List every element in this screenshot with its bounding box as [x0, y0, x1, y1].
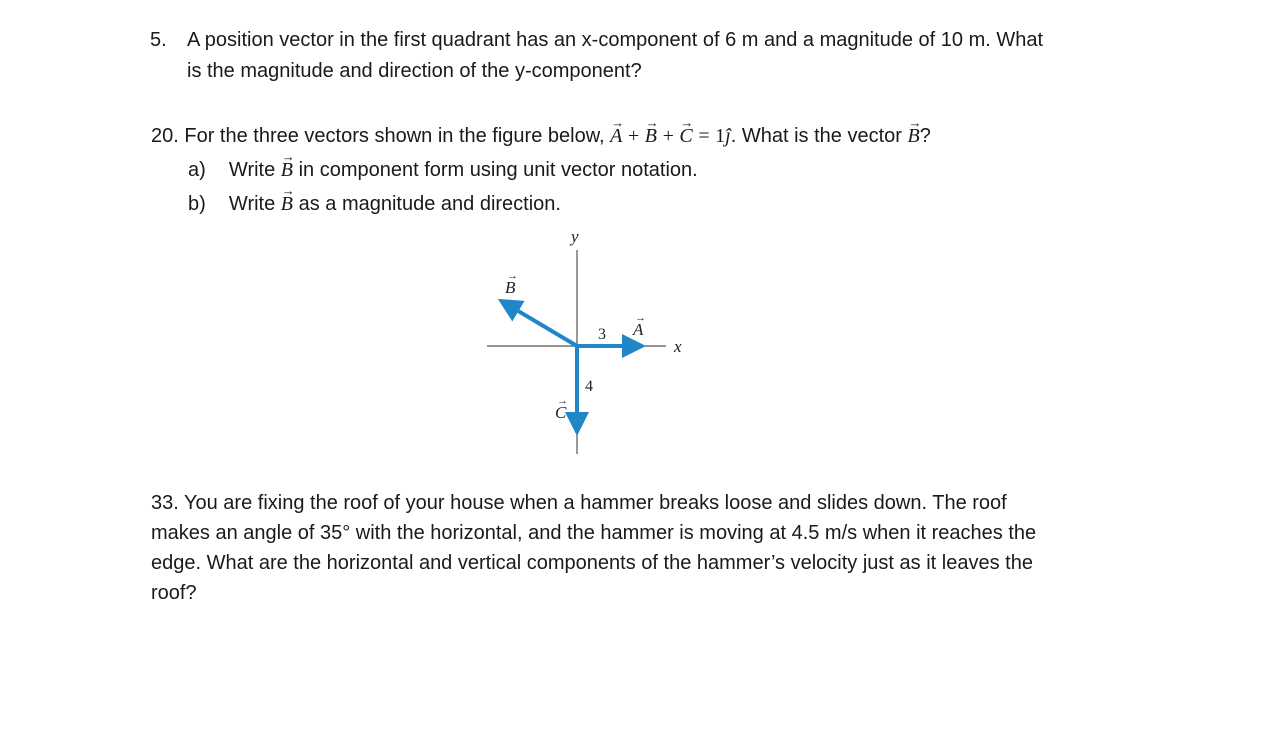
q5-text-line1: A position vector in the first quadrant has an x-component of 6 m and a magnitude of 10 m. What [187, 29, 1044, 51]
q20-vec-c: → C [679, 121, 692, 151]
vector-b-label: B [505, 278, 516, 297]
q20-plus-1: + [627, 125, 640, 147]
x-axis-label: x [674, 337, 682, 356]
q20-question-vec-b: → B [907, 121, 919, 151]
q20-vec-b: → B [645, 121, 657, 151]
q20-part-a-vec-b: → B [281, 155, 293, 185]
q5-text-line2: is the magnitude and direction of the y-component? [187, 60, 642, 82]
vector-a-magnitude: 3 [598, 326, 606, 343]
vector-a-overarrow-icon: → [635, 312, 646, 324]
vector-b-overarrow-icon: → [507, 270, 518, 282]
q20-part-b-pre: Write [228, 193, 276, 215]
q20-question-mark: ? [919, 125, 931, 147]
q33-text-line1: 33. You are fixing the roof of your house when a hammer breaks loose and slides down. The roof [151, 492, 1007, 514]
q33-text-line4: roof? [151, 582, 197, 604]
vector-c-overarrow-icon: → [557, 395, 568, 407]
q20-part-b-label: b) [188, 193, 206, 215]
vector-c-magnitude: 4 [585, 378, 593, 395]
vector-b-arrow [503, 302, 577, 346]
q20-result-unit: ĵ [725, 125, 731, 147]
q20-period: . [730, 125, 737, 147]
vector-a-label: A [633, 320, 644, 339]
y-axis-label: y [571, 227, 579, 246]
q20-plus-2: + [662, 125, 674, 147]
q20-statement [151, 121, 931, 151]
q33-text-line3: edge. What are the horizontal and vertical components of the hammer’s velocity just as it leaves the [151, 552, 1033, 574]
q20-part-b [188, 189, 561, 219]
q20-question: What is the vector [741, 125, 902, 147]
q20-part-a-post: in component form using unit vector notation. [298, 159, 698, 181]
q33-text-line2: makes an angle of 35° with the horizontal, and the hammer is moving at 4.5 m/s when it reaches the [151, 522, 1037, 544]
q20-part-a-pre: Write [228, 159, 276, 181]
q20-equals: = [698, 125, 710, 147]
q20-part-b-vec-b: → B [281, 189, 293, 219]
q20-part-a-label: a) [188, 159, 206, 181]
q5-number: 5. [150, 29, 167, 51]
q20-result-coef: 1 [715, 125, 726, 147]
q20-part-b-post: as a magnitude and direction. [298, 193, 561, 215]
q20-intro: For the three vectors shown in the figure below, [184, 125, 605, 147]
vector-c-label: C [555, 403, 567, 422]
q20-part-a [188, 155, 698, 185]
q20-number: 20. [151, 125, 179, 147]
q20-vec-a: → A [610, 121, 622, 151]
